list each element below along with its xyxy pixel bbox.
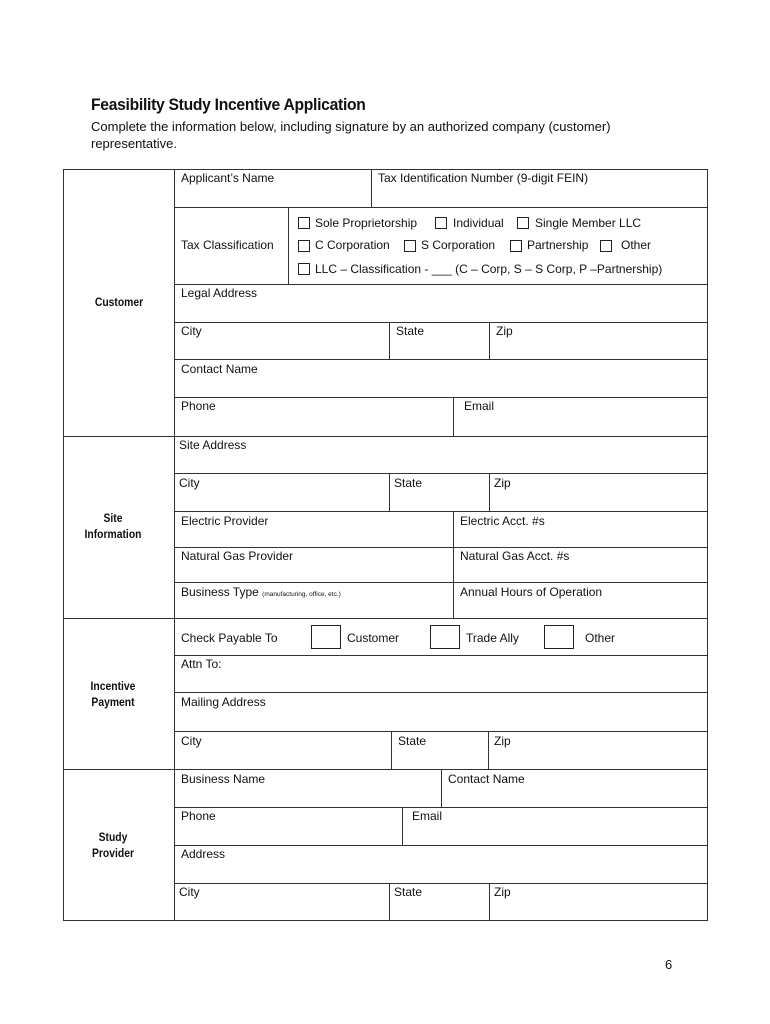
col-divider (489, 473, 490, 511)
col-divider (489, 883, 490, 920)
business-type-field[interactable] (181, 585, 341, 602)
single-member-llc-label: Single Member LLC (535, 216, 642, 230)
intro-line-1: Complete the information below, including signature by an authorized company (customer) (91, 119, 611, 134)
row-divider (174, 397, 708, 398)
customer-zip-field[interactable]: Zip (496, 324, 513, 338)
mailing-address-field[interactable]: Mailing Address (181, 695, 266, 709)
col-divider (391, 731, 392, 769)
col-divider (441, 769, 442, 807)
row-divider (174, 845, 708, 846)
table-border-bottom (63, 920, 708, 921)
row-divider (174, 284, 708, 285)
site-address-field[interactable]: Site Address (179, 438, 247, 452)
payable-trade-ally-label: Trade Ally (466, 631, 519, 645)
col-divider (489, 322, 490, 359)
business-type-hint: (manufacturing, office, etc.) (262, 591, 341, 598)
col-divider (402, 807, 403, 845)
payable-other-checkbox[interactable] (544, 625, 574, 649)
business-type-label: Business Type (181, 585, 259, 599)
section-label-study-provider (73, 830, 154, 862)
col-divider (389, 883, 390, 920)
c-corporation-checkbox[interactable] (298, 240, 310, 252)
section-label-site (73, 511, 154, 543)
site-city-field[interactable]: City (179, 476, 200, 490)
provider-phone-field[interactable]: Phone (181, 809, 216, 823)
table-border-left (63, 169, 64, 921)
col-divider (288, 207, 289, 284)
legal-address-field[interactable]: Legal Address (181, 286, 258, 300)
llc-classification-label: LLC – Classification - ___ (C – Corp, S – S Corp, P –Partnership) (315, 262, 663, 276)
partnership-label: Partnership (527, 238, 589, 252)
contact-name-field[interactable]: Contact Name (181, 362, 258, 376)
row-divider (174, 547, 708, 548)
electric-provider-field[interactable]: Electric Provider (181, 514, 269, 528)
row-divider (174, 322, 708, 323)
provider-state-field[interactable]: State (394, 885, 423, 899)
section-label-customer: Customer (94, 297, 144, 309)
section-label-line: Incentive (90, 681, 136, 693)
site-zip-field[interactable]: Zip (494, 476, 511, 490)
gas-acct-field[interactable]: Natural Gas Acct. #s (460, 549, 570, 563)
row-divider (174, 207, 708, 208)
col-divider (488, 731, 489, 769)
s-corporation-label: S Corporation (421, 238, 496, 252)
individual-label: Individual (453, 216, 504, 230)
table-border-right (707, 169, 708, 921)
provider-email-field[interactable]: Email (412, 809, 443, 823)
llc-checkbox[interactable] (298, 263, 310, 275)
section-column-divider (174, 169, 175, 921)
annual-hours-field[interactable]: Annual Hours of Operation (460, 585, 603, 599)
customer-email-field[interactable]: Email (464, 399, 495, 413)
col-divider (389, 322, 390, 359)
payable-customer-label: Customer (347, 631, 400, 645)
table-border-top (63, 169, 708, 170)
s-corporation-checkbox[interactable] (404, 240, 416, 252)
row-divider (174, 692, 708, 693)
site-state-field[interactable]: State (394, 476, 423, 490)
customer-phone-field[interactable]: Phone (181, 399, 216, 413)
page-title: Feasibility Study Incentive Application (91, 95, 366, 114)
intro-line-2: representative. (91, 136, 177, 151)
single-member-llc-checkbox[interactable] (517, 217, 529, 229)
row-divider (174, 473, 708, 474)
col-divider (453, 511, 454, 618)
check-payable-label: Check Payable To (181, 631, 278, 645)
applicant-name-field[interactable]: Applicant’s Name (181, 171, 275, 185)
payable-trade-ally-checkbox[interactable] (430, 625, 460, 649)
business-name-field[interactable]: Business Name (181, 772, 266, 786)
c-corporation-label: C Corporation (315, 238, 390, 252)
customer-state-field[interactable]: State (396, 324, 425, 338)
row-divider (174, 883, 708, 884)
payable-customer-checkbox[interactable] (311, 625, 341, 649)
incentive-state-field[interactable]: State (398, 734, 427, 748)
section-label-incentive (73, 679, 154, 711)
row-divider (174, 807, 708, 808)
customer-city-field[interactable]: City (181, 324, 202, 338)
incentive-zip-field[interactable]: Zip (494, 734, 511, 748)
section-label-line: Site (103, 513, 123, 525)
payable-other-label: Other (585, 631, 616, 645)
section-label-line: Information (84, 529, 142, 541)
electric-acct-field[interactable]: Electric Acct. #s (460, 514, 545, 528)
section-label-line: Study (98, 832, 128, 844)
other-checkbox[interactable] (600, 240, 612, 252)
page-number: 6 (665, 957, 673, 972)
section-divider (63, 769, 708, 770)
partnership-checkbox[interactable] (510, 240, 522, 252)
sole-proprietorship-checkbox[interactable] (298, 217, 310, 229)
row-divider (174, 511, 708, 512)
row-divider (174, 655, 708, 656)
provider-zip-field[interactable]: Zip (494, 885, 511, 899)
provider-contact-name-field[interactable]: Contact Name (448, 772, 525, 786)
provider-city-field[interactable]: City (179, 885, 200, 899)
tax-id-field[interactable]: Tax Identification Number (9-digit FEIN) (378, 171, 589, 185)
col-divider (453, 397, 454, 436)
col-divider (389, 473, 390, 511)
provider-address-field[interactable]: Address (181, 847, 226, 861)
incentive-city-field[interactable]: City (181, 734, 202, 748)
section-divider (63, 618, 708, 619)
sole-proprietorship-label: Sole Proprietorship (315, 216, 418, 230)
tax-classification-label: Tax Classification (181, 238, 274, 252)
row-divider (174, 731, 708, 732)
row-divider (174, 359, 708, 360)
section-divider (63, 436, 708, 437)
attn-to-field[interactable]: Attn To: (181, 657, 222, 671)
other-label: Other (621, 238, 652, 252)
individual-checkbox[interactable] (435, 217, 447, 229)
section-label-line: Payment (91, 697, 135, 709)
gas-provider-field[interactable]: Natural Gas Provider (181, 549, 294, 563)
row-divider (174, 582, 708, 583)
section-label-line: Provider (91, 848, 134, 860)
col-divider (371, 169, 372, 207)
